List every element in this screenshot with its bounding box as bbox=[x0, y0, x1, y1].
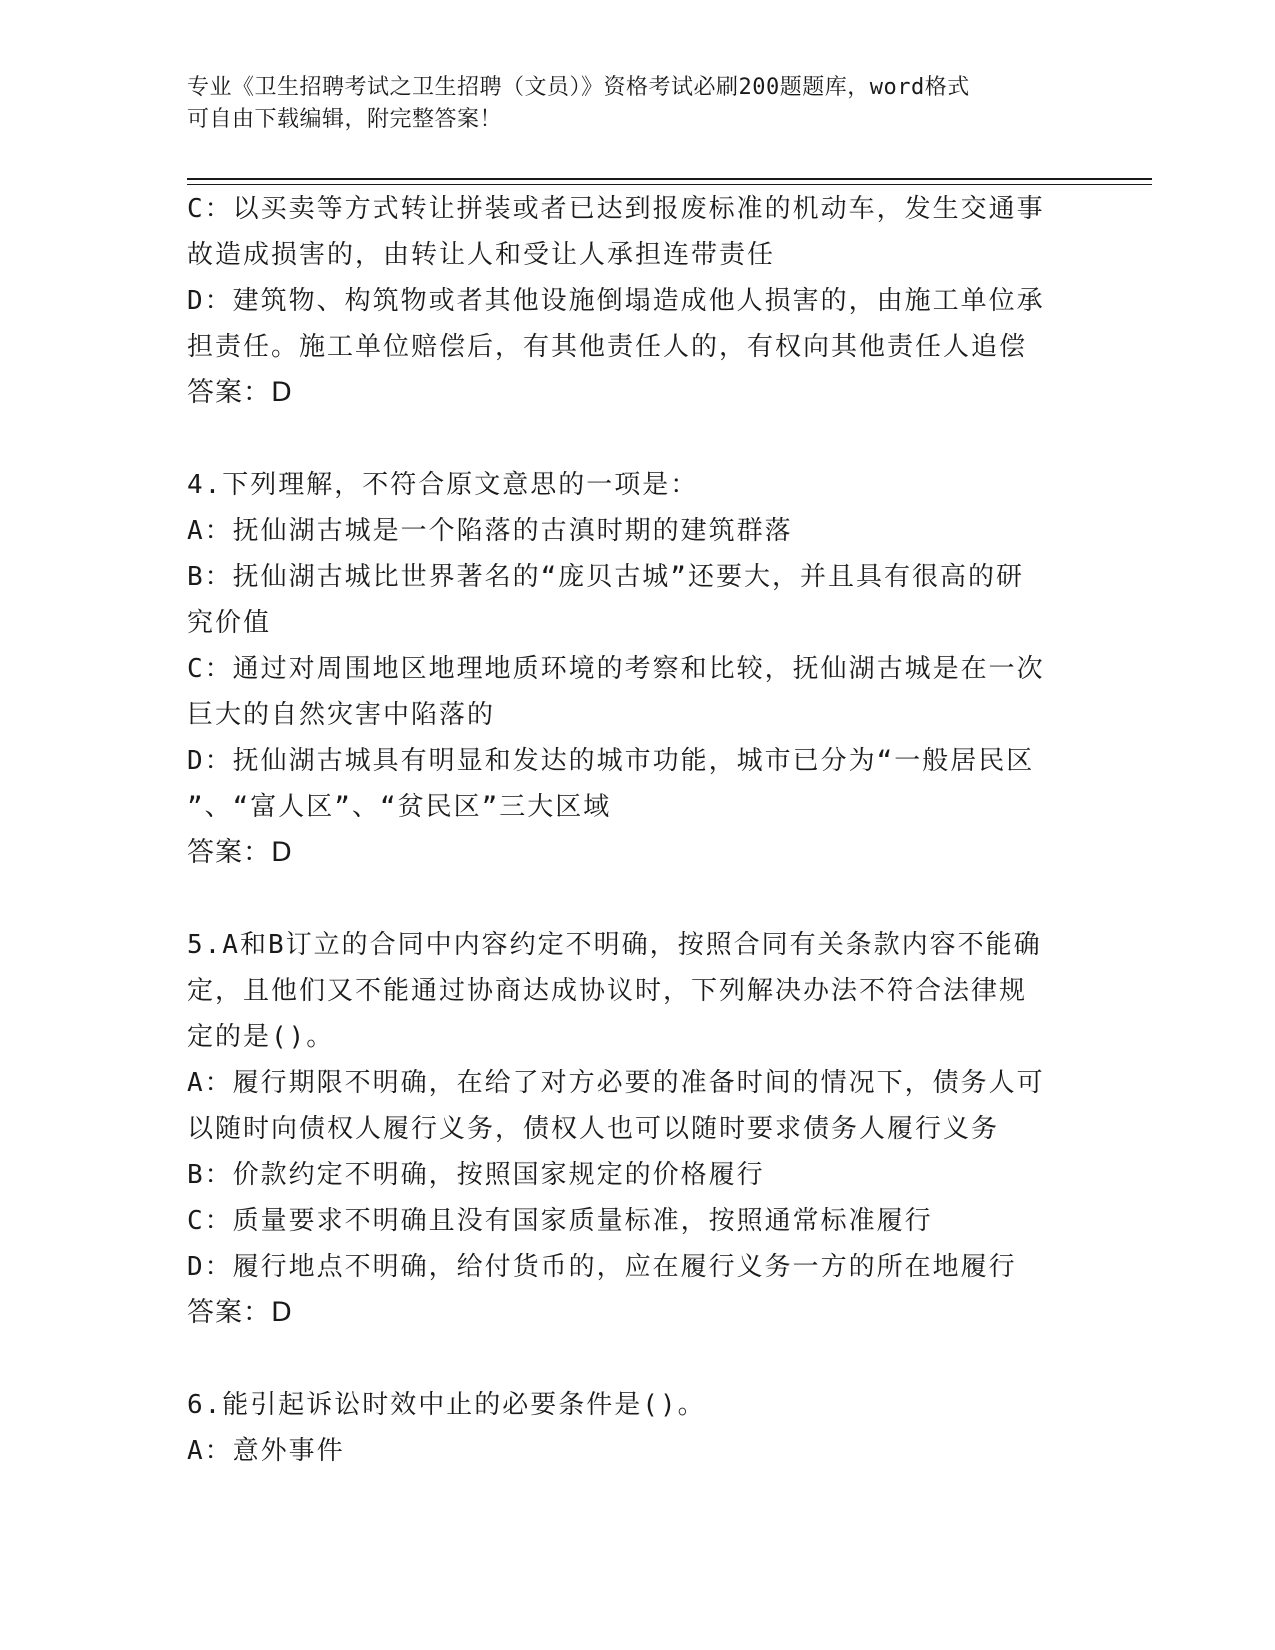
question-3-continued bbox=[187, 186, 1077, 416]
option-c-line: C：质量要求不明确且没有国家质量标准，按照通常标准履行 bbox=[187, 1206, 933, 1236]
answer-label: 答案：D bbox=[187, 837, 293, 868]
question-4 bbox=[187, 462, 1077, 876]
question-stem: 5.A和B订立的合同中内容约定不明确，按照合同有关条款内容不能确 bbox=[187, 930, 1042, 960]
header-title-line1: 专业《卫生招聘考试之卫生招聘（文员）》资格考试必刷200题题库，word格式 bbox=[187, 75, 970, 100]
question-5 bbox=[187, 922, 1077, 1336]
option-b-line: 究价值 bbox=[187, 608, 272, 638]
option-d-line: 担责任。施工单位赔偿后，有其他责任人的，有权向其他责任人追偿 bbox=[187, 332, 1028, 362]
question-stem: 4.下列理解，不符合原文意思的一项是： bbox=[187, 470, 699, 500]
option-c-line: 巨大的自然灾害中陷落的 bbox=[187, 700, 496, 730]
header-divider-thick bbox=[187, 178, 1152, 180]
answer-label: 答案：D bbox=[187, 377, 293, 408]
option-c-line: C：通过对周围地区地理地质环境的考察和比较，抚仙湖古城是在一次 bbox=[187, 654, 1045, 684]
question-stem: 定的是()。 bbox=[187, 1022, 335, 1052]
question-6 bbox=[187, 1382, 1077, 1474]
option-d-line: D：抚仙湖古城具有明显和发达的城市功能，城市已分为“一般居民区 bbox=[187, 746, 1035, 776]
option-c-line: C：以买卖等方式转让拼装或者已达到报废标准的机动车，发生交通事 bbox=[187, 194, 1045, 224]
header-title-line2: 可自由下载编辑，附完整答案！ bbox=[187, 107, 503, 132]
document-header bbox=[187, 72, 1077, 136]
header-divider-thin bbox=[187, 184, 1152, 185]
option-c-line: 故造成损害的，由转让人和受让人承担连带责任 bbox=[187, 240, 776, 270]
option-d-line: D：履行地点不明确，给付货币的，应在履行义务一方的所在地履行 bbox=[187, 1252, 1017, 1282]
option-b-line: B：抚仙湖古城比世界著名的“庞贝古城”还要大，并且具有很高的研 bbox=[187, 562, 1024, 592]
document-body bbox=[187, 186, 1077, 1474]
spacer bbox=[187, 876, 1077, 922]
option-b-line: B：价款约定不明确，按照国家规定的价格履行 bbox=[187, 1160, 765, 1190]
option-d-line: D：建筑物、构筑物或者其他设施倒塌造成他人损害的，由施工单位承 bbox=[187, 286, 1045, 316]
spacer bbox=[187, 416, 1077, 462]
spacer bbox=[187, 1336, 1077, 1382]
question-stem: 6.能引起诉讼时效中止的必要条件是()。 bbox=[187, 1390, 706, 1420]
option-a-line: A：意外事件 bbox=[187, 1436, 345, 1466]
option-a-line: A：履行期限不明确，在给了对方必要的准备时间的情况下，债务人可 bbox=[187, 1068, 1045, 1098]
option-d-line: ”、“富人区”、“贫民区”三大区域 bbox=[187, 792, 612, 822]
option-a-line: 以随时向债权人履行义务，债权人也可以随时要求债务人履行义务 bbox=[187, 1114, 1000, 1144]
answer-label: 答案：D bbox=[187, 1297, 293, 1328]
option-a-line: A：抚仙湖古城是一个陷落的古滇时期的建筑群落 bbox=[187, 516, 793, 546]
question-stem: 定，且他们又不能通过协商达成协议时，下列解决办法不符合法律规 bbox=[187, 976, 1028, 1006]
